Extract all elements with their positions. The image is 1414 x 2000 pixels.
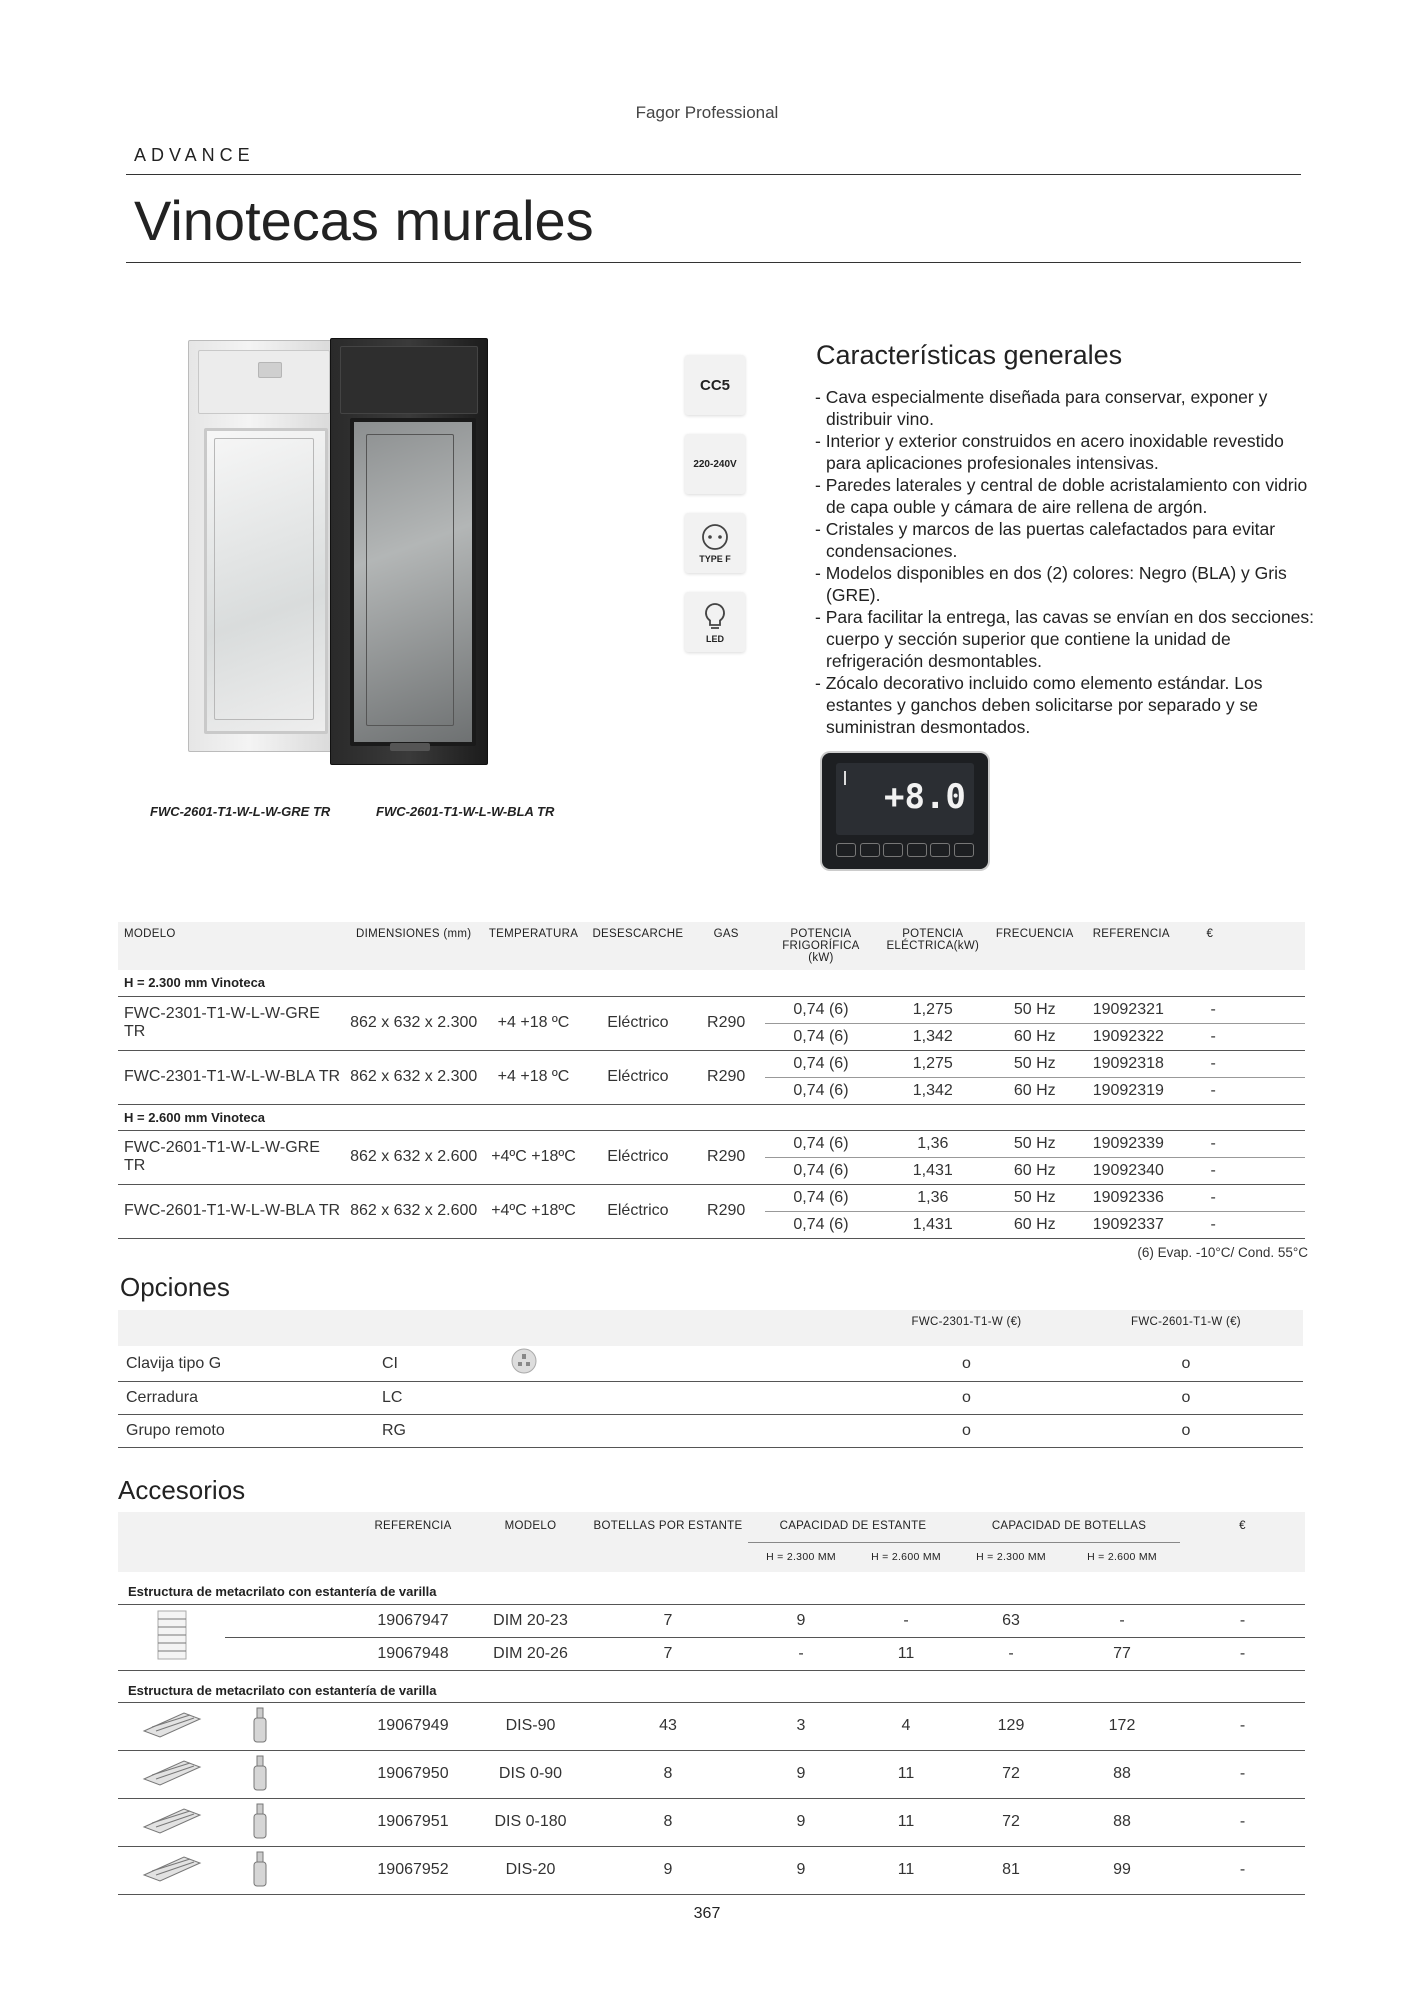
price: -: [1180, 1846, 1305, 1894]
price: -: [1180, 1750, 1305, 1798]
reference: 19092321: [1081, 996, 1195, 1023]
bottle-capacity-2600: 88: [1064, 1798, 1180, 1846]
group-row: [118, 970, 1305, 996]
col-header: CAPACIDAD DE ESTANTE: [748, 1512, 958, 1542]
frequency: 60 Hz: [989, 1157, 1081, 1184]
bottle-capacity-2600: 172: [1064, 1702, 1180, 1750]
table-row: [118, 1846, 1305, 1894]
feature-item: - Interior y exterior construidos en acero inoxidable revestido para aplicaciones profesionales intensivas.: [815, 431, 1284, 473]
gas: R290: [687, 1130, 765, 1184]
shelf-capacity-2300: 3: [748, 1702, 854, 1750]
col-subheader: H = 2.600 MM: [1087, 1551, 1157, 1564]
bottles-per-shelf: 43: [588, 1702, 748, 1750]
reference: 19067950: [353, 1750, 473, 1798]
cooling-power: 0,74 (6): [765, 996, 877, 1023]
reference: 19092340: [1081, 1157, 1195, 1184]
reference: 19092339: [1081, 1130, 1195, 1157]
bottle-capacity-2300: 81: [958, 1846, 1064, 1894]
table-row: [118, 1184, 1305, 1211]
table-row: [118, 1130, 1305, 1157]
electric-power: 1,431: [877, 1211, 989, 1238]
electric-power: 1,275: [877, 996, 989, 1023]
cooling-power: 0,74 (6): [765, 1211, 877, 1238]
bottles-per-shelf: 7: [588, 1604, 748, 1637]
shelf-capacity-2600: -: [854, 1604, 958, 1637]
tilted-shelf-icon: [140, 1853, 204, 1883]
reference: 19092318: [1081, 1050, 1195, 1077]
col-header: €: [1206, 928, 1214, 940]
tilted-bottle-icon: [245, 1848, 279, 1888]
table-subheader: [118, 1542, 1305, 1572]
price: -: [1180, 1637, 1305, 1670]
thumbnail-cell: [118, 1798, 225, 1846]
reference: 19092322: [1081, 1023, 1195, 1050]
wire-shelf-icon: [140, 1709, 204, 1739]
temperature: +4ºC +18ºC: [479, 1130, 589, 1184]
controller-button: [954, 843, 974, 857]
options-table: [118, 1310, 1303, 1448]
section-label: ADVANCE: [134, 145, 255, 165]
price: -: [1180, 1604, 1305, 1637]
group-row: [118, 1572, 1305, 1604]
specs-table: [118, 922, 1305, 1239]
shelf-capacity-2600: 11: [854, 1637, 958, 1670]
divider: [126, 174, 1301, 175]
cooling-power: 0,74 (6): [765, 1023, 877, 1050]
shelf-capacity-2600: 11: [854, 1750, 958, 1798]
plug-type-f-icon: TYPE F: [685, 513, 745, 573]
col-subheader: H = 2.300 MM: [766, 1551, 836, 1564]
reference: 19067949: [353, 1702, 473, 1750]
dimensions: 862 x 632 x 2.600: [349, 1184, 479, 1238]
display-reading: +8.0: [884, 777, 966, 817]
divider: [126, 262, 1301, 263]
controller-button: [836, 843, 856, 857]
feature-item: - Zócalo decorativo incluido como elemento estándar. Los estantes y ganchos deben solicitarse por separado y se suministran desmontados.: [815, 673, 1263, 737]
option-name: Grupo remoto: [118, 1415, 374, 1448]
option-icon-cell: [494, 1415, 864, 1448]
bottle-capacity-2600: 88: [1064, 1750, 1180, 1798]
frequency: 60 Hz: [989, 1211, 1081, 1238]
model: DIS-90: [473, 1702, 588, 1750]
page-title: Vinotecas murales: [134, 189, 594, 252]
reference: 19067952: [353, 1846, 473, 1894]
plug-type-g-icon: [510, 1347, 538, 1375]
defrost: Eléctrico: [588, 1130, 687, 1184]
col-header: MODELO: [504, 1520, 557, 1532]
model-name: FWC-2301-T1-W-L-W-BLA TR: [118, 1050, 349, 1104]
table-row: [118, 1798, 1305, 1846]
option-value: o: [1069, 1346, 1303, 1382]
col-header: CAPACIDAD DE BOTELLAS: [958, 1512, 1180, 1542]
shelf-capacity-2300: 9: [748, 1604, 854, 1637]
feature-item: - Cristales y marcos de las puertas calefactados para evitar condensaciones.: [815, 519, 1276, 561]
cooling-power: 0,74 (6): [765, 1050, 877, 1077]
col-header: TEMPERATURA: [488, 928, 579, 940]
price: -: [1180, 1798, 1305, 1846]
option-row: [118, 1382, 1303, 1415]
col-header: DIMENSIONES (mm): [356, 928, 472, 940]
upright-bottles-icon: [245, 1752, 279, 1792]
spacer-cell: [225, 1604, 353, 1637]
spacer-cell: [225, 1637, 353, 1670]
electric-power: 1,275: [877, 1050, 989, 1077]
thumbnail-cell: [225, 1750, 353, 1798]
thumbnail-cell: [118, 1604, 225, 1670]
group-label: Estructura de metacrilato con estantería de varilla: [118, 1572, 1305, 1604]
electric-power: 1,342: [877, 1023, 989, 1050]
cooling-power: 0,74 (6): [765, 1157, 877, 1184]
option-icon-cell: [494, 1346, 864, 1382]
reference: 19067947: [353, 1604, 473, 1637]
model: DIS 0-90: [473, 1750, 588, 1798]
shelf-capacity-2600: 4: [854, 1702, 958, 1750]
option-value: o: [1069, 1415, 1303, 1448]
price: -: [1195, 996, 1305, 1023]
bottle-capacity-2300: -: [958, 1637, 1064, 1670]
cc5-icon: CC5: [685, 355, 745, 415]
table-row: [118, 1750, 1305, 1798]
frequency: 50 Hz: [989, 996, 1081, 1023]
thermometer-icon: [844, 771, 858, 785]
electric-power: 1,36: [877, 1184, 989, 1211]
cooling-power: 0,74 (6): [765, 1077, 877, 1104]
option-row: [118, 1346, 1303, 1382]
col-header: FRECUENCIA: [995, 928, 1074, 940]
option-code: CI: [374, 1346, 494, 1382]
table-row: [118, 1050, 1305, 1077]
feature-item: - Para facilitar la entrega, las cavas se envían en dos secciones: cuerpo y sección superior que contiene la unidad de refrigeración desmontables.: [815, 607, 1315, 671]
defrost: Eléctrico: [588, 1184, 687, 1238]
option-code: LC: [374, 1382, 494, 1415]
price: -: [1195, 1157, 1305, 1184]
col-header: MODELO: [124, 928, 176, 940]
product-caption-black: FWC-2601-T1-W-L-W-BLA TR: [376, 804, 555, 819]
options-title: Opciones: [120, 1272, 230, 1302]
thumbnail-cell: [225, 1702, 353, 1750]
feature-item: - Modelos disponibles en dos (2) colores: Negro (BLA) y Gris (GRE).: [815, 563, 1287, 605]
model: DIM 20-23: [473, 1604, 588, 1637]
table-row: [118, 1702, 1305, 1750]
price: -: [1195, 1077, 1305, 1104]
col-header: REFERENCIA: [374, 1520, 452, 1532]
controller-button: [907, 843, 927, 857]
frequency: 60 Hz: [989, 1023, 1081, 1050]
led-bulb-icon: LED: [685, 592, 745, 652]
col-header: GAS: [713, 928, 739, 940]
price: -: [1180, 1702, 1305, 1750]
reference: 19092337: [1081, 1211, 1195, 1238]
shelf-capacity-2600: 11: [854, 1798, 958, 1846]
electric-power: 1,36: [877, 1130, 989, 1157]
controller-display: [822, 753, 988, 869]
shelf-capacity-2600: 11: [854, 1846, 958, 1894]
controller-button: [930, 843, 950, 857]
bottle-capacity-2300: 72: [958, 1798, 1064, 1846]
gas: R290: [687, 996, 765, 1050]
footnote: (6) Evap. -10°C/ Cond. 55°C: [1137, 1245, 1308, 1260]
cooling-power: 0,74 (6): [765, 1130, 877, 1157]
model: DIM 20-26: [473, 1637, 588, 1670]
table-header: [118, 1512, 1305, 1542]
reference: 19067948: [353, 1637, 473, 1670]
defrost: Eléctrico: [588, 996, 687, 1050]
dimensions: 862 x 632 x 2.300: [349, 1050, 479, 1104]
table-header: [118, 1310, 1303, 1346]
controller-button: [860, 843, 880, 857]
group-label: H = 2.300 mm Vinoteca: [118, 970, 1305, 996]
flat-shelf-icon: [140, 1805, 204, 1835]
product-image-black: [330, 338, 490, 768]
single-bottle-icon: [245, 1704, 279, 1744]
thumbnail-cell: [225, 1846, 353, 1894]
brand-name: Fagor Professional: [635, 103, 779, 122]
price: -: [1195, 1211, 1305, 1238]
option-icon-cell: [494, 1382, 864, 1415]
gas: R290: [687, 1184, 765, 1238]
price: -: [1195, 1130, 1305, 1157]
features-title: Características generales: [816, 340, 1123, 370]
bottles-per-shelf: 8: [588, 1750, 748, 1798]
electric-power: 1,342: [877, 1077, 989, 1104]
option-value: o: [864, 1382, 1069, 1415]
col-subheader: H = 2.600 MM: [871, 1551, 941, 1564]
col-header: BOTELLAS POR ESTANTE: [593, 1520, 743, 1532]
table-row: [118, 1637, 1305, 1670]
reference: 19092319: [1081, 1077, 1195, 1104]
col-subheader: H = 2.300 MM: [976, 1551, 1046, 1564]
option-value: o: [864, 1346, 1069, 1382]
voltage-icon: 220-240V: [685, 434, 745, 494]
col-header: FWC-2601-T1-W (€): [1131, 1316, 1241, 1328]
option-name: Clavija tipo G: [118, 1346, 374, 1382]
table-row: [118, 996, 1305, 1023]
col-header: POTENCIA ELÉCTRICA(kW): [886, 928, 980, 952]
bottle-capacity-2300: 129: [958, 1702, 1064, 1750]
thumbnail-cell: [118, 1846, 225, 1894]
table-header: [118, 922, 1305, 970]
accessories-table: [118, 1512, 1305, 1895]
price: -: [1195, 1023, 1305, 1050]
thumbnail-cell: [118, 1702, 225, 1750]
page-number: 367: [693, 1905, 721, 1922]
col-header: FWC-2301-T1-W (€): [911, 1316, 1022, 1328]
features-list: [815, 386, 1315, 738]
lying-bottles-icon: [245, 1800, 279, 1840]
frequency: 50 Hz: [989, 1050, 1081, 1077]
group-label: H = 2.600 mm Vinoteca: [118, 1104, 1305, 1130]
bottle-capacity-2600: -: [1064, 1604, 1180, 1637]
option-code: RG: [374, 1415, 494, 1448]
temperature: +4 +18 ºC: [479, 1050, 589, 1104]
group-row: [118, 1104, 1305, 1130]
bottle-capacity-2600: 99: [1064, 1846, 1180, 1894]
thumbnail-cell: [118, 1750, 225, 1798]
table-row: [118, 1604, 1305, 1637]
model: DIS-20: [473, 1846, 588, 1894]
col-header: €: [1239, 1520, 1246, 1532]
group-row: [118, 1670, 1305, 1702]
product-caption-grey: FWC-2601-T1-W-L-W-GRE TR: [150, 804, 331, 819]
bottles-per-shelf: 7: [588, 1637, 748, 1670]
col-header: DESESCARCHE: [592, 928, 684, 940]
option-name: Cerradura: [118, 1382, 374, 1415]
col-header: REFERENCIA: [1092, 928, 1170, 940]
bottle-capacity-2300: 72: [958, 1750, 1064, 1798]
cooling-power: 0,74 (6): [765, 1184, 877, 1211]
frequency: 60 Hz: [989, 1077, 1081, 1104]
accessories-title: Accesorios: [118, 1475, 246, 1505]
option-value: o: [1069, 1382, 1303, 1415]
bottle-capacity-2300: 63: [958, 1604, 1064, 1637]
dimensions: 862 x 632 x 2.600: [349, 1130, 479, 1184]
model: DIS 0-180: [473, 1798, 588, 1846]
frequency: 50 Hz: [989, 1184, 1081, 1211]
shelf-capacity-2300: 9: [748, 1798, 854, 1846]
col-header: POTENCIA FRIGORÍFICA (kW): [782, 928, 860, 964]
bottles-per-shelf: 9: [588, 1846, 748, 1894]
bottle-capacity-2600: 77: [1064, 1637, 1180, 1670]
frequency: 50 Hz: [989, 1130, 1081, 1157]
angled-shelf-icon: [140, 1757, 204, 1787]
shelf-capacity-2300: 9: [748, 1750, 854, 1798]
bottles-per-shelf: 8: [588, 1798, 748, 1846]
option-row: [118, 1415, 1303, 1448]
shelf-structure-icon: [154, 1609, 190, 1661]
reference: 19067951: [353, 1798, 473, 1846]
temperature: +4ºC +18ºC: [479, 1184, 589, 1238]
defrost: Eléctrico: [588, 1050, 687, 1104]
controller-button: [883, 843, 903, 857]
product-image-grey: [188, 340, 348, 755]
option-value: o: [864, 1415, 1069, 1448]
feature-item: - Cava especialmente diseñada para conservar, exponer y distribuir vino.: [815, 387, 1268, 429]
reference: 19092336: [1081, 1184, 1195, 1211]
thumbnail-cell: [225, 1798, 353, 1846]
shelf-capacity-2300: 9: [748, 1846, 854, 1894]
group-label: Estructura de metacrilato con estantería de varilla: [118, 1670, 1305, 1702]
model-name: FWC-2301-T1-W-L-W-GRE TR: [118, 996, 349, 1050]
feature-item: - Paredes laterales y central de doble acristalamiento con vidrio de capa ouble y cámara de aire rellena de argón.: [815, 475, 1308, 517]
price: -: [1195, 1050, 1305, 1077]
shelf-capacity-2300: -: [748, 1637, 854, 1670]
model-name: FWC-2601-T1-W-L-W-BLA TR: [118, 1184, 349, 1238]
price: -: [1195, 1184, 1305, 1211]
dimensions: 862 x 632 x 2.300: [349, 996, 479, 1050]
gas: R290: [687, 1050, 765, 1104]
electric-power: 1,431: [877, 1157, 989, 1184]
temperature: +4 +18 ºC: [479, 996, 589, 1050]
model-name: FWC-2601-T1-W-L-W-GRE TR: [118, 1130, 349, 1184]
